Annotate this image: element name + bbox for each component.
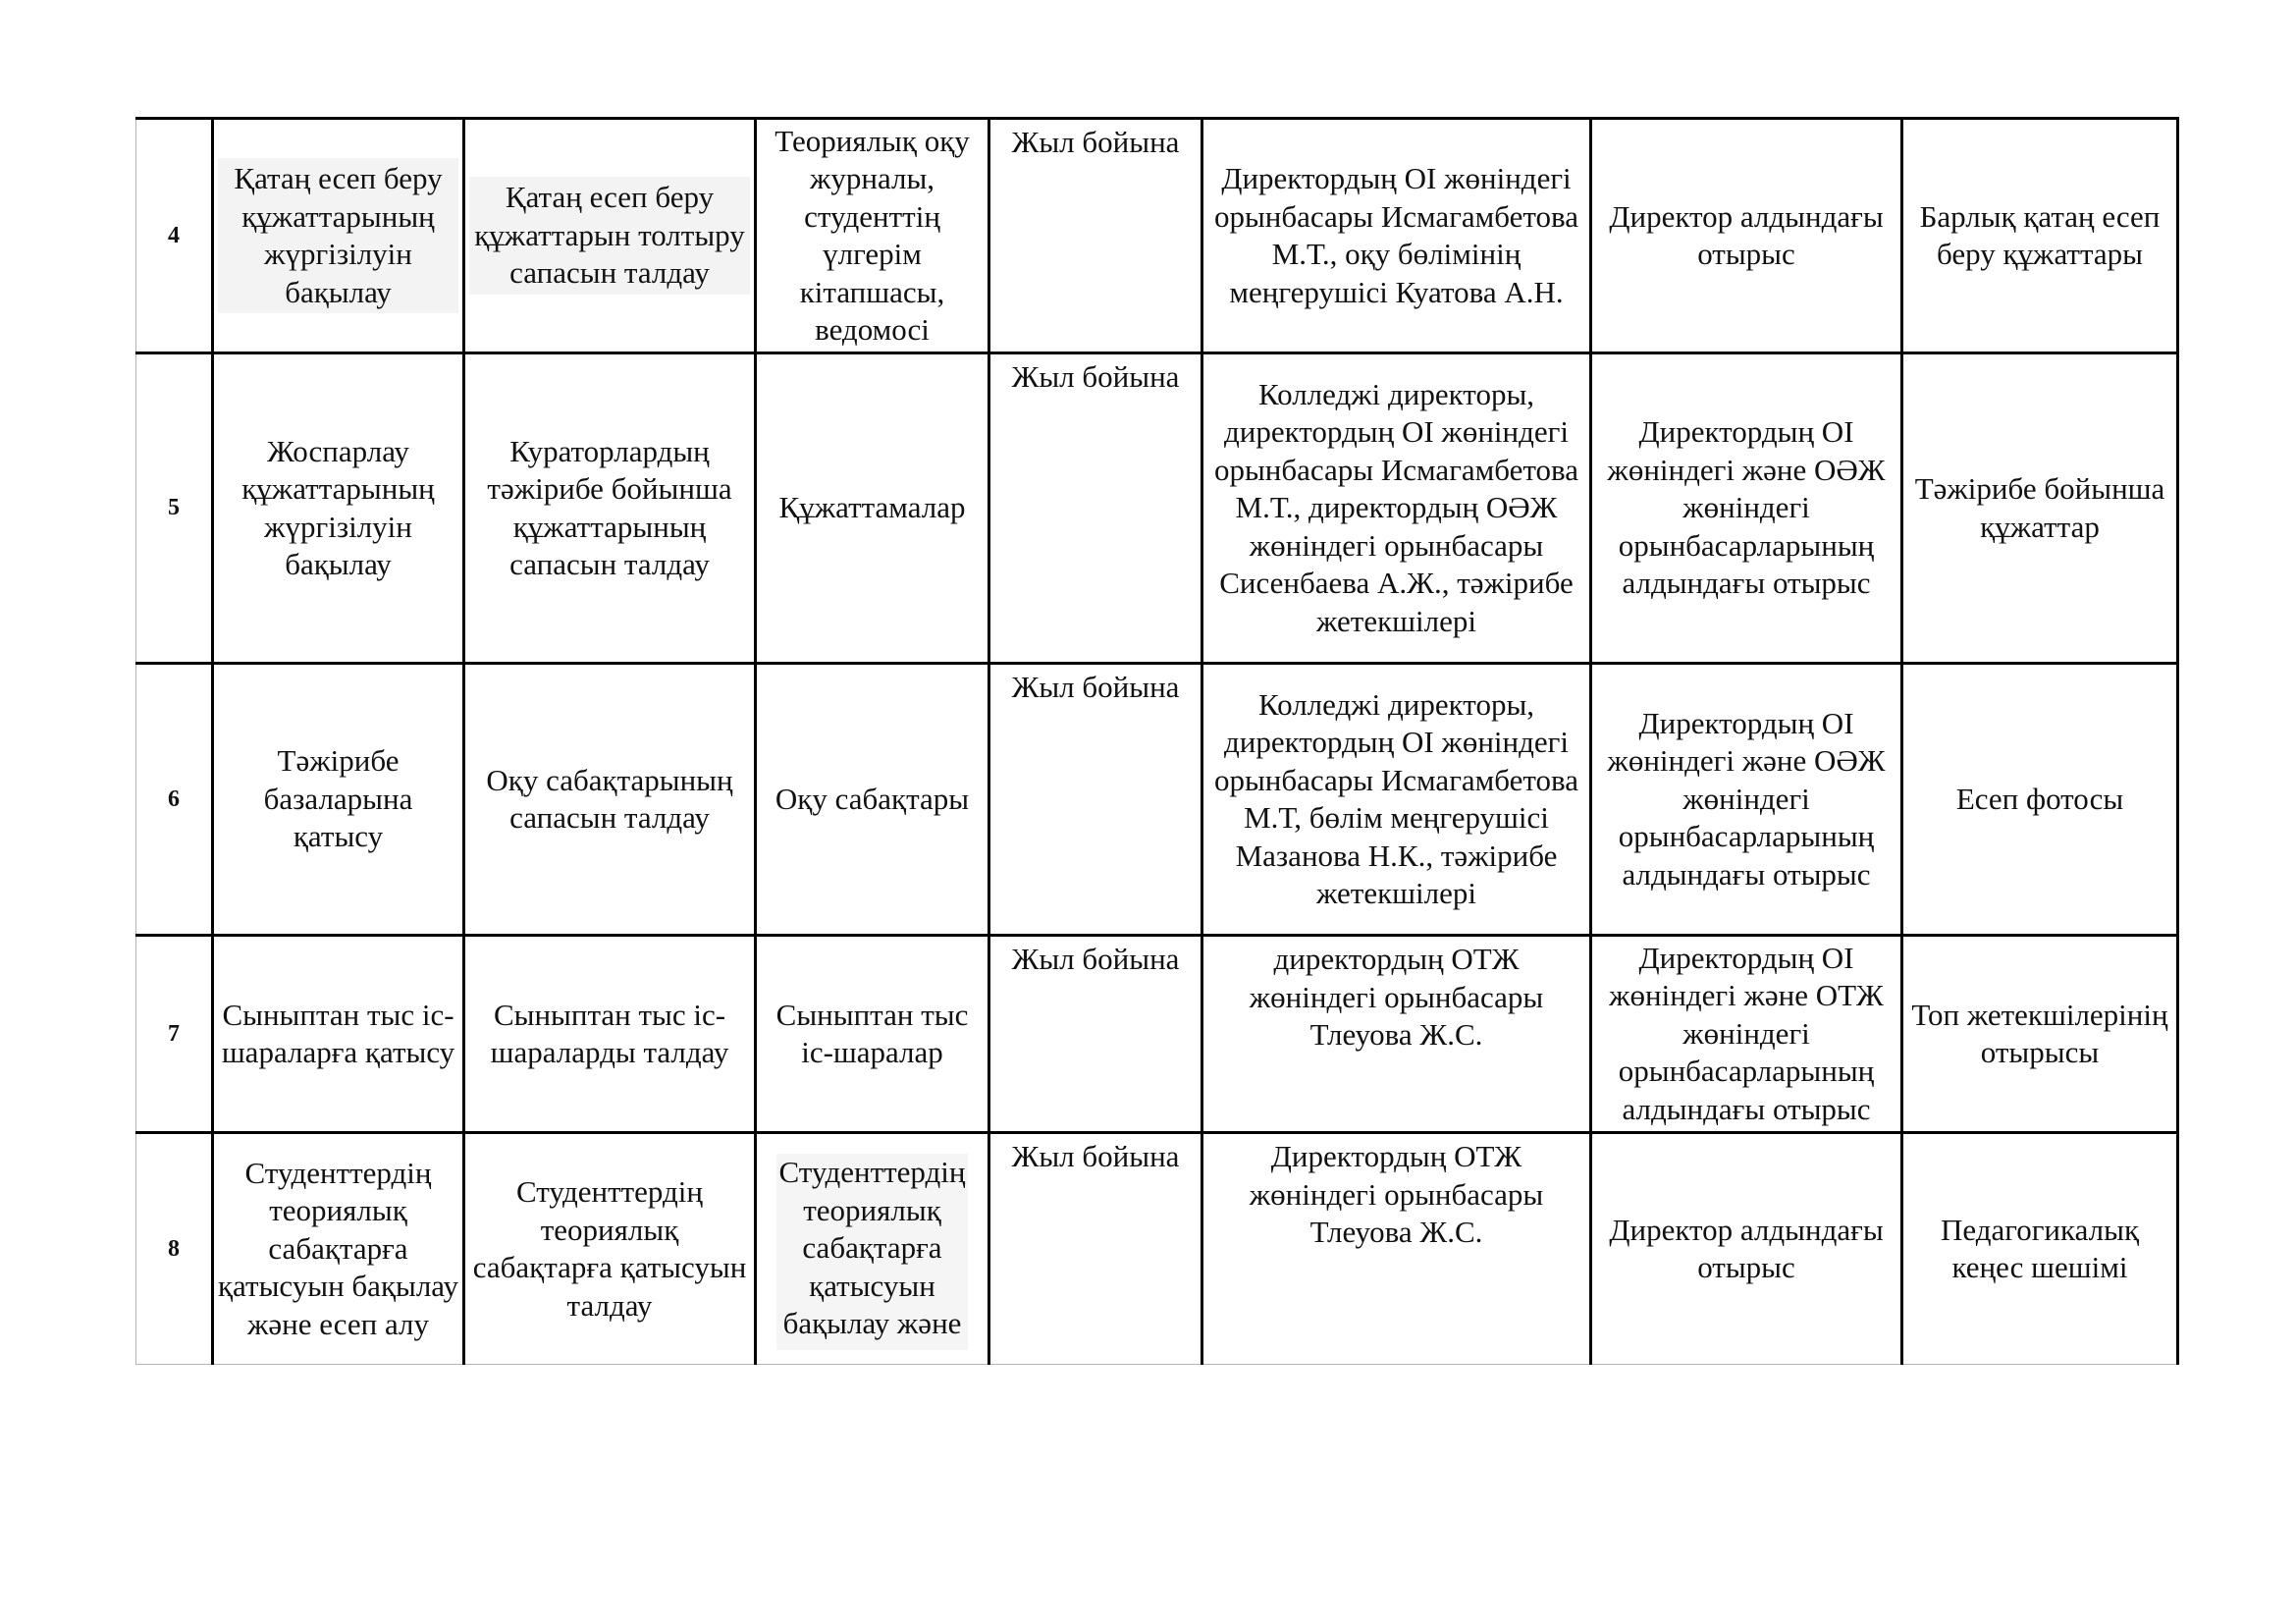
- discussion-cell: Директордың ОІ жөніндегі және ОӘЖ жөніндегі орынбасарларының алдындағы отырыс: [1591, 664, 1902, 936]
- row-number: 7: [136, 936, 213, 1133]
- result-cell: Есеп фотосы: [1902, 664, 2178, 936]
- purpose-cell: Кураторлардың тәжірибе бойынша құжаттарының сапасын талдау: [464, 353, 756, 664]
- control-object-cell: Жоспарлау құжаттарының жүргізілуін бақылау: [213, 353, 464, 664]
- materials-cell: Теориялық оқу журналы, студенттің үлгерім кітапшасы, ведомосі: [756, 119, 989, 353]
- responsible-cell: Колледжі директоры, директордың ОІ жөніндегі орынбасары Исмагамбетова М.Т., директордың ОӘЖ жөніндегі орынбасары Сисенбаева А.Ж., тәжірибе жетекшілері: [1202, 353, 1591, 664]
- row-number: 8: [136, 1133, 213, 1365]
- discussion-cell: Директордың ОІ жөніндегі және ОТЖ жөніндегі орынбасарларының алдындағы отырыс: [1591, 936, 1902, 1133]
- responsible-cell: Директордың ОІ жөніндегі орынбасары Исмагамбетова М.Т., оқу бөлімінің меңгерушісі Куатова А.Н.: [1202, 119, 1591, 353]
- period-cell: Жыл бойына: [989, 353, 1202, 664]
- table-row: [136, 664, 2178, 936]
- purpose-cell: Оқу сабақтарының сапасын талдау: [464, 664, 756, 936]
- row-number: 4: [136, 119, 213, 353]
- discussion-cell: Директор алдындағы отырыс: [1591, 119, 1902, 353]
- control-object-cell: Тәжірибе базаларына қатысу: [213, 664, 464, 936]
- discussion-cell: Директор алдындағы отырыс: [1591, 1133, 1902, 1365]
- control-object-cell: Сыныптан тыс іс-шараларға қатысу: [213, 936, 464, 1133]
- result-cell: Барлық қатаң есеп беру құжаттары: [1902, 119, 2178, 353]
- period-cell: Жыл бойына: [989, 1133, 1202, 1365]
- purpose-cell: Сыныптан тыс іс-шараларды талдау: [464, 936, 756, 1133]
- materials-cell: Оқу сабақтары: [756, 664, 989, 936]
- row-number: 5: [136, 353, 213, 664]
- result-cell: Тәжірибе бойынша құжаттар: [1902, 353, 2178, 664]
- period-cell: Жыл бойына: [989, 119, 1202, 353]
- responsible-cell: директордың ОТЖ жөніндегі орынбасары Тлеуова Ж.С.: [1202, 936, 1591, 1133]
- control-object-cell: Студенттердің теориялық сабақтарға қатысуын бақылау және есеп алу: [213, 1133, 464, 1365]
- control-object-text: Қатаң есеп беру құжаттарының жүргізілуін бақылау: [218, 158, 458, 313]
- materials-clipped-text: Студенттердің теориялық сабақтарға қатысуын бақылау және: [776, 1154, 968, 1350]
- materials-cell: [756, 1133, 989, 1365]
- materials-cell: Құжаттамалар: [756, 353, 989, 664]
- period-cell: Жыл бойына: [989, 664, 1202, 936]
- table-row: [136, 936, 2178, 1133]
- materials-cell: Сыныптан тыс іс-шаралар: [756, 936, 989, 1133]
- result-cell: Педагогикалық кеңес шешімі: [1902, 1133, 2178, 1365]
- purpose-text: Қатаң есеп беру құжаттарын толтыру сапасын талдау: [469, 177, 750, 295]
- table-row: [136, 119, 2178, 353]
- table-row: [136, 353, 2178, 664]
- responsible-cell: Директордың ОТЖ жөніндегі орынбасары Тлеуова Ж.С.: [1202, 1133, 1591, 1365]
- control-object-cell: [213, 119, 464, 353]
- control-plan-table: [135, 117, 2179, 1365]
- table-row: [136, 1133, 2178, 1365]
- responsible-cell: Колледжі директоры, директордың ОІ жөніндегі орынбасары Исмагамбетова М.Т, бөлім меңгерушісі Мазанова Н.К., тәжірибе жетекшілері: [1202, 664, 1591, 936]
- purpose-cell: Студенттердің теориялық сабақтарға қатысуын талдау: [464, 1133, 756, 1365]
- row-number: 6: [136, 664, 213, 936]
- discussion-cell: Директордың ОІ жөніндегі және ОӘЖ жөніндегі орынбасарларының алдындағы отырыс: [1591, 353, 1902, 664]
- period-cell: Жыл бойына: [989, 936, 1202, 1133]
- purpose-cell: [464, 119, 756, 353]
- result-cell: Топ жетекшілерінің отырысы: [1902, 936, 2178, 1133]
